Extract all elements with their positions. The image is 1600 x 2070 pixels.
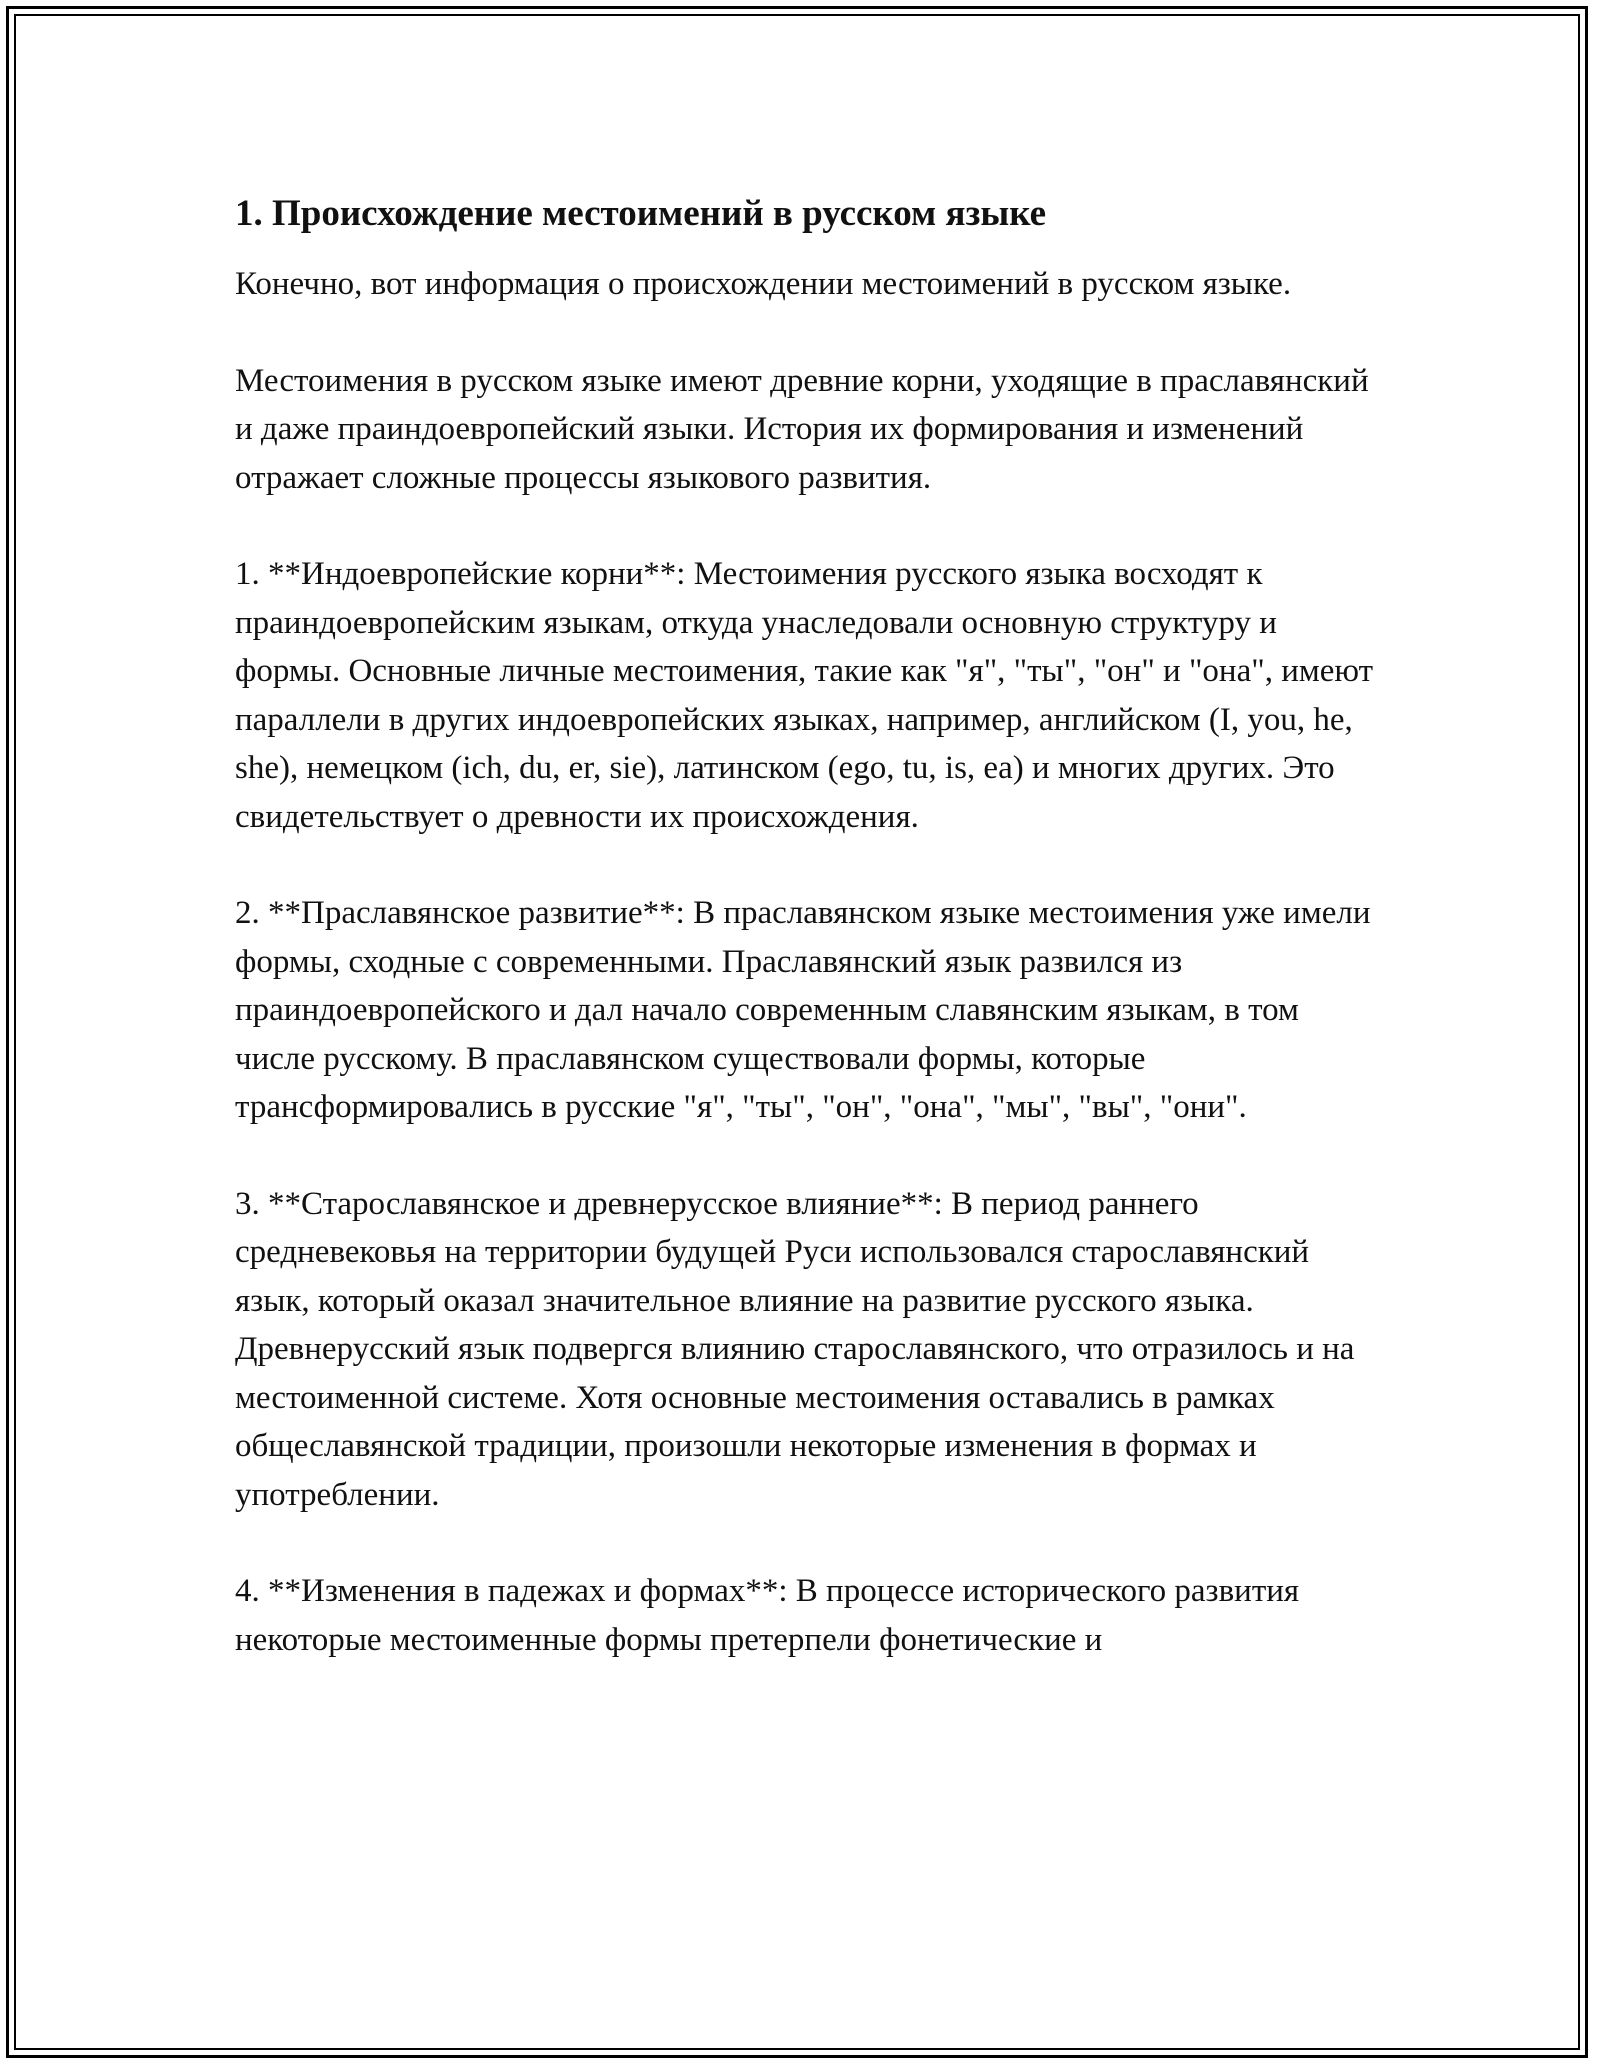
- paragraph-overview: Местоимения в русском языке имеют древние корни, уходящие в праславянский и даже праиндоевропейский языки. История их формирования и изменений отражает сложные процессы языкового развития.: [235, 362, 1369, 496]
- page-title: 1. Происхождение местоимений в русском языке: [235, 193, 1047, 234]
- paragraph-proto-slavic: 2. **Праславянское развитие**: В праславянском языке местоимения уже имели формы, сходные с современными. Праславянский язык развился из праиндоевропейского и дал начало современным славянским языкам, в том числе русскому. В праславянском существовали формы, которые трансформировались в русские "я", "ты", "он", "она", "мы", "вы", "они".: [235, 895, 1371, 1125]
- paragraph-indo-european-roots: 1. **Индоевропейские корни**: Местоимения русского языка восходят к праиндоевропейским языкам, откуда унаследовали основную структуру и формы. Основные личные местоимения, такие как "я", "ты", "он" и "она", имеют параллели в других индоевропейских языках, например, английском (I, you, he, she), немецком (ich, du, er, sie), латинском (ego, tu, is, ea) и многих других. Это свидетельствует о древности их происхождения.: [235, 556, 1374, 835]
- document-body: [235, 188, 1380, 1712]
- paragraph-intro: Конечно, вот информация о происхождении местоимений в русском языке.: [235, 266, 1292, 302]
- paragraph-case-changes: 4. **Изменения в падежах и формах**: В процессе исторического развития некоторые местоименные формы претерпели фонетические и: [235, 1573, 1300, 1658]
- paragraph-old-slavonic: 3. **Старославянское и древнерусское влияние**: В период раннего средневековья на территории будущей Руси использовался старославянский язык, который оказал значительное влияние на развитие русского языка. Древнерусский язык подвергся влиянию старославянского, что отразилось и на местоименной системе. Хотя основные местоимения оставались в рамках общеславянской традиции, произошли некоторые изменения в формах и употреблении.: [235, 1185, 1355, 1513]
